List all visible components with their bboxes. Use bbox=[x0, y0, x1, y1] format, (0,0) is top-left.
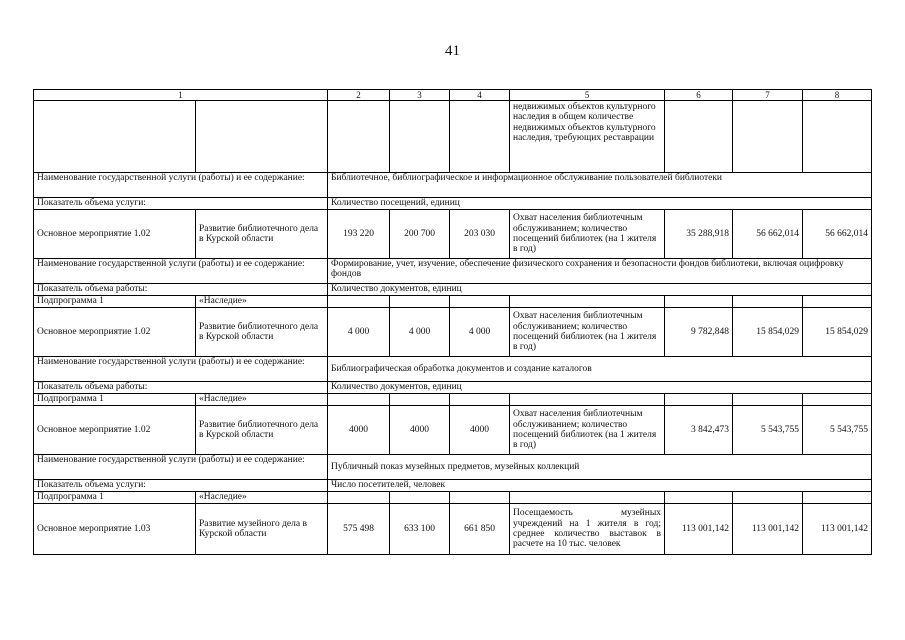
header-col-7: 7 bbox=[733, 90, 803, 101]
continuation-row bbox=[34, 101, 872, 173]
service-row bbox=[34, 259, 872, 284]
indicator-value: Число посетителей, человек bbox=[328, 480, 872, 492]
subprogram-value: «Наследие» bbox=[196, 296, 328, 308]
indicator-row bbox=[34, 480, 872, 492]
value-col-4: 203 030 bbox=[450, 210, 510, 259]
value-col-8: 15 854,029 bbox=[803, 308, 872, 357]
measure-description: Развитие библиотечного дела в Курской области bbox=[196, 308, 328, 357]
measure-name: Основное мероприятие 1.03 bbox=[34, 504, 196, 555]
measure-name: Основное мероприятие 1.02 bbox=[34, 210, 196, 259]
target-indicator: Охват населения библиотечным обслуживанием; количество посещений библиотек (на 1 жителя в год) bbox=[510, 406, 665, 455]
indicator-row bbox=[34, 284, 872, 296]
target-indicator: Охват населения библиотечным обслуживанием; количество посещений библиотек (на 1 жителя в год) bbox=[510, 308, 665, 357]
indicator-value: Количество документов, единиц bbox=[328, 284, 872, 296]
subprogram-value: «Наследие» bbox=[196, 394, 328, 406]
header-col-6: 6 bbox=[665, 90, 733, 101]
indicator-row bbox=[34, 198, 872, 210]
value-col-6: 113 001,142 bbox=[665, 504, 733, 555]
value-col-7: 5 543,755 bbox=[733, 406, 803, 455]
header-col-4: 4 bbox=[450, 90, 510, 101]
value-col-7: 113 001,142 bbox=[733, 504, 803, 555]
value-col-2: 193 220 bbox=[328, 210, 390, 259]
value-col-7: 15 854,029 bbox=[733, 308, 803, 357]
target-indicator: Посещаемость музейных учреждений на 1 жителя в год; среднее количество выставок в расчете на 10 тыс. человек bbox=[510, 504, 665, 555]
value-col-2: 4 000 bbox=[328, 308, 390, 357]
subprogram-label: Подпрограмма 1 bbox=[34, 296, 196, 308]
indicator-label: Показатель объема услуги: bbox=[34, 198, 328, 210]
value-col-3: 4 000 bbox=[390, 308, 450, 357]
service-row bbox=[34, 455, 872, 480]
header-col-3: 3 bbox=[390, 90, 450, 101]
measure-row bbox=[34, 504, 872, 555]
value-col-2: 4000 bbox=[328, 406, 390, 455]
service-value: Публичный показ музейных предметов, музейных коллекций bbox=[328, 455, 872, 480]
service-value: Библиотечное, библиографическое и информационное обслуживание пользователей библиотеки bbox=[328, 173, 872, 198]
value-col-3: 200 700 bbox=[390, 210, 450, 259]
value-col-6: 3 842,473 bbox=[665, 406, 733, 455]
continuation-text: недвижимых объектов культурного наследия в общем количестве недвижимых объектов культурного наследия, требующих реставрации bbox=[510, 101, 665, 173]
value-col-8: 56 662,014 bbox=[803, 210, 872, 259]
service-value: Формирование, учет, изучение, обеспечение физического сохранения и безопасности фондов библиотеки, включая оцифровку фондов bbox=[328, 259, 872, 284]
subprogram-row bbox=[34, 394, 872, 406]
subprogram-row bbox=[34, 296, 872, 308]
service-row bbox=[34, 173, 872, 198]
subprogram-row bbox=[34, 492, 872, 504]
service-row bbox=[34, 357, 872, 382]
value-col-8: 113 001,142 bbox=[803, 504, 872, 555]
value-col-4: 4000 bbox=[450, 406, 510, 455]
measure-description: Развитие библиотечного дела в Курской области bbox=[196, 406, 328, 455]
indicator-value: Количество документов, единиц bbox=[328, 382, 872, 394]
subprogram-value: «Наследие» bbox=[196, 492, 328, 504]
measure-row bbox=[34, 210, 872, 259]
indicator-label: Показатель объема работы: bbox=[34, 284, 328, 296]
header-col-1: 1 bbox=[34, 90, 328, 101]
value-col-7: 56 662,014 bbox=[733, 210, 803, 259]
indicator-value: Количество посещений, единиц bbox=[328, 198, 872, 210]
service-label: Наименование государственной услуги (работы) и ее содержание: bbox=[34, 455, 328, 480]
value-col-3: 633 100 bbox=[390, 504, 450, 555]
value-col-8: 5 543,755 bbox=[803, 406, 872, 455]
measure-row bbox=[34, 406, 872, 455]
service-label: Наименование государственной услуги (работы) и ее содержание: bbox=[34, 357, 328, 382]
header-col-2: 2 bbox=[328, 90, 390, 101]
subprogram-label: Подпрограмма 1 bbox=[34, 492, 196, 504]
indicator-label: Показатель объема работы: bbox=[34, 382, 328, 394]
service-label: Наименование государственной услуги (работы) и ее содержание: bbox=[34, 173, 328, 198]
measure-description: Развитие библиотечного дела в Курской области bbox=[196, 210, 328, 259]
value-col-6: 9 782,848 bbox=[665, 308, 733, 357]
measure-row bbox=[34, 308, 872, 357]
value-col-4: 661 850 bbox=[450, 504, 510, 555]
value-col-6: 35 288,918 bbox=[665, 210, 733, 259]
header-row bbox=[34, 90, 872, 101]
subprogram-label: Подпрограмма 1 bbox=[34, 394, 196, 406]
indicator-label: Показатель объема услуги: bbox=[34, 480, 328, 492]
measure-name: Основное мероприятие 1.02 bbox=[34, 406, 196, 455]
value-col-2: 575 498 bbox=[328, 504, 390, 555]
indicator-row bbox=[34, 382, 872, 394]
header-col-8: 8 bbox=[803, 90, 872, 101]
header-col-5: 5 bbox=[510, 90, 665, 101]
value-col-3: 4000 bbox=[390, 406, 450, 455]
program-table bbox=[33, 89, 872, 555]
service-value: Библиографическая обработка документов и создание каталогов bbox=[328, 357, 872, 382]
value-col-4: 4 000 bbox=[450, 308, 510, 357]
target-indicator: Охват населения библиотечным обслуживанием; количество посещений библиотек (на 1 жителя в год) bbox=[510, 210, 665, 259]
page-number: 41 bbox=[445, 43, 460, 59]
measure-name: Основное мероприятие 1.02 bbox=[34, 308, 196, 357]
measure-description: Развитие музейного дела в Курской области bbox=[196, 504, 328, 555]
service-label: Наименование государственной услуги (работы) и ее содержание: bbox=[34, 259, 328, 284]
